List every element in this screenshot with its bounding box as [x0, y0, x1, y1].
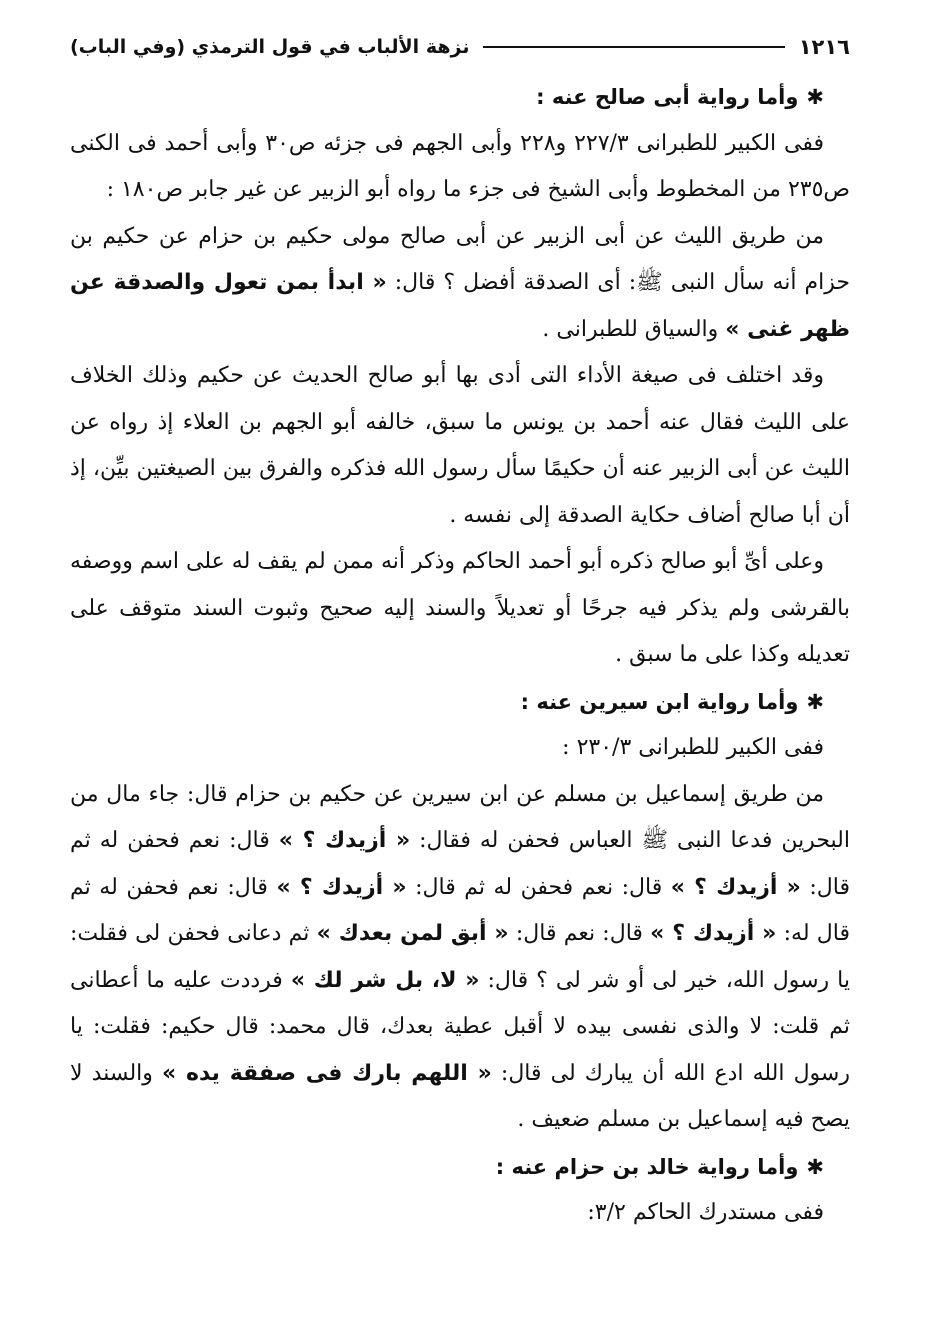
hadith-paragraph: من طريق الليث عن أبى الزبير عن أبى صالح مولى حكيم بن حزام عن حكيم بن حزام أنه سأل النبى ﷺ: أى الصدقة أفضل ؟ قال: « ابدأ بمن تعول والصدقة عن ظهر غنى » والسياق للطبرانى . — [70, 223, 850, 342]
source-line: ففى مستدرك الحاكم ٣/٢: — [587, 1200, 824, 1225]
hadith-paragraph: من طريق إسماعيل بن مسلم عن ابن سيرين عن حكيم بن حزام قال: جاء مال من البحرين فدعا النبى ﷺ العباس فحفن له فقال: « أزيدك ؟ » قال: نعم فحفن له ثم قال: « أزيدك ؟ » قال: نعم فحفن له ثم قال: « أزيدك ؟ » قال: نعم فحفن له ثم قال له: « أزيدك ؟ » قال: نعم قال: « أبق لمن بعدك » ثم دعانى فحفن لى فقلت: يا رسول الله، خير لى أو شر لى ؟ قال: « لا، بل شر لك » فرددت عليه ما أعطانى ثم قلت: لا والذى نفسى بيده لا أقبل عطية بعدك، قال محمد: قال حكيم: فقلت: يا رسول الله ادع الله أن يبارك لى قال: « اللهم بارك فى صفقة يده » والسند لا يصح فيه إسماعيل بن مسلم ضعيف . — [70, 781, 851, 1132]
hadith-quote: « اللهم بارك فى صفقة يده » — [162, 1060, 492, 1086]
page-number: ١٢١٦ — [798, 35, 850, 59]
discussion-paragraph: وقد اختلف فى صيغة الأداء التى أدى بها أبو صالح الحديث عن حكيم وذلك الخلاف على الليث فقال عنه أحمد بن يونس ما سبق، خالفه أبو الجهم بن العلاء إذ رواه عن الليث عن أبى الزبير عنه أن حكيمًا سأل رسول الله فذكره والفرق بين الصيغتين بيِّن، إذ أن أبا صالح أضاف حكاية الصدقة إلى نفسه . — [70, 363, 850, 528]
hadith-quote: « أزيدك ؟ » — [670, 874, 801, 900]
narrator-paragraph: وعلى أىِّ أبو صالح ذكره أبو أحمد الحاكم وذكر أنه ممن لم يقف له على اسم ووصفه بالقرشى ولم يذكر فيه جرحًا أو تعديلاً والسند إليه صحيح وثبوت السند متوقف على تعديله وكذا على ما سبق . — [70, 549, 850, 667]
header-rule — [483, 46, 784, 48]
asterisk-icon: ✱ — [806, 85, 824, 109]
section-heading-khalid-ibn-hizam: ✱وأما رواية خالد بن حزام عنه : — [495, 1154, 824, 1179]
hadith-quote: « أزيدك ؟ » — [278, 828, 411, 853]
hadith-quote: « أبق لمن بعدك » — [316, 921, 509, 946]
hadith-quote: « ابدأ بمن تعول والصدقة عن ظهر غنى » — [70, 270, 850, 342]
hadith-quote: « أزيدك ؟ » — [276, 874, 407, 900]
running-header — [70, 28, 850, 66]
document-page — [70, 28, 850, 1237]
asterisk-icon: ✱ — [806, 1154, 824, 1179]
asterisk-icon: ✱ — [806, 689, 824, 714]
main-text — [70, 74, 850, 1237]
source-line: ففى الكبير للطبرانى ٢٣٠/٣ : — [562, 735, 824, 760]
hadith-quote: « لا، بل شر لك » — [290, 967, 480, 993]
hadith-quote: « أزيدك ؟ » — [650, 921, 777, 946]
section-heading-abi-salih: ✱وأما رواية أبى صالح عنه : — [536, 85, 824, 109]
source-paragraph: ففى الكبير للطبرانى ٢٢٧/٣ و٢٢٨ وأبى الجهم فى جزئه ص٣٠ وأبى أحمد فى الكنى ص٢٣٥ من المخطوط وأبى الشيخ فى جزء ما رواه أبو الزبير عن غير جابر ص١٨٠ : — [70, 130, 850, 202]
book-title: نزهة الألباب في قول الترمذي (وفي الباب) — [70, 36, 470, 58]
section-heading-ibn-sirin: ✱وأما رواية ابن سيرين عنه : — [520, 689, 824, 714]
